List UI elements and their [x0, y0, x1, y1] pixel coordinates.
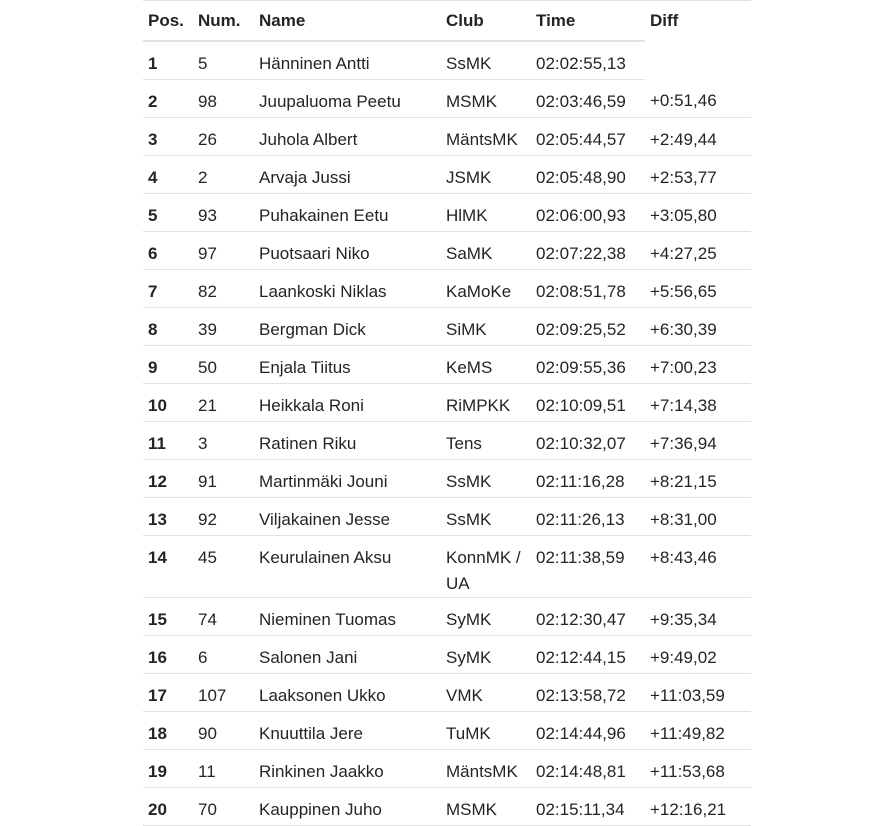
- table-row: [143, 535, 751, 597]
- results-table-body: [143, 41, 751, 826]
- cell-diff: +9:49,02: [645, 635, 751, 673]
- cell-name: Laaksonen Ukko: [254, 673, 441, 711]
- table-row: [143, 117, 751, 155]
- cell-num: 21: [193, 383, 254, 421]
- cell-diff: +0:51,46: [645, 79, 751, 117]
- table-row: [143, 383, 751, 421]
- table-row: [143, 749, 751, 787]
- cell-num: 26: [193, 117, 254, 155]
- cell-diff: +5:56,65: [645, 269, 751, 307]
- cell-time: 02:15:11,34: [531, 787, 645, 825]
- cell-num: 45: [193, 535, 254, 597]
- cell-pos: 3: [143, 117, 193, 155]
- cell-name: Hänninen Antti: [254, 41, 441, 80]
- header-num: Num.: [193, 1, 254, 41]
- cell-name: Salonen Jani: [254, 635, 441, 673]
- cell-club: MSMK: [441, 79, 531, 117]
- cell-num: 92: [193, 497, 254, 535]
- cell-club: JSMK: [441, 155, 531, 193]
- cell-num: 90: [193, 711, 254, 749]
- cell-pos: 15: [143, 597, 193, 635]
- cell-pos: 9: [143, 345, 193, 383]
- table-row: [143, 459, 751, 497]
- cell-time: 02:10:32,07: [531, 421, 645, 459]
- cell-num: 3: [193, 421, 254, 459]
- cell-pos: 14: [143, 535, 193, 597]
- cell-diff: +11:49,82: [645, 711, 751, 749]
- cell-diff: +3:05,80: [645, 193, 751, 231]
- cell-num: 97: [193, 231, 254, 269]
- cell-diff: +8:43,46: [645, 535, 751, 597]
- cell-club: VMK: [441, 673, 531, 711]
- cell-time: 02:03:46,59: [531, 79, 645, 117]
- cell-diff: [645, 41, 751, 80]
- cell-diff: +11:03,59: [645, 673, 751, 711]
- cell-pos: 5: [143, 193, 193, 231]
- cell-pos: 10: [143, 383, 193, 421]
- cell-club: KaMoKe: [441, 269, 531, 307]
- table-row: [143, 231, 751, 269]
- cell-name: Bergman Dick: [254, 307, 441, 345]
- cell-pos: 18: [143, 711, 193, 749]
- cell-name: Viljakainen Jesse: [254, 497, 441, 535]
- table-row: [143, 269, 751, 307]
- cell-name: Ratinen Riku: [254, 421, 441, 459]
- cell-num: 11: [193, 749, 254, 787]
- header-name: Name: [254, 1, 441, 41]
- cell-num: 98: [193, 79, 254, 117]
- cell-club: SiMK: [441, 307, 531, 345]
- cell-pos: 1: [143, 41, 193, 80]
- table-row: [143, 41, 751, 80]
- table-row: [143, 345, 751, 383]
- cell-club: SsMK: [441, 497, 531, 535]
- cell-club: KonnMK / UA: [441, 535, 531, 597]
- cell-name: Nieminen Tuomas: [254, 597, 441, 635]
- cell-name: Kauppinen Juho: [254, 787, 441, 825]
- cell-pos: 17: [143, 673, 193, 711]
- cell-time: 02:13:58,72: [531, 673, 645, 711]
- cell-club: MSMK: [441, 787, 531, 825]
- cell-club: HlMK: [441, 193, 531, 231]
- cell-pos: 20: [143, 787, 193, 825]
- header-club: Club: [441, 1, 531, 41]
- cell-name: Keurulainen Aksu: [254, 535, 441, 597]
- cell-name: Heikkala Roni: [254, 383, 441, 421]
- cell-time: 02:07:22,38: [531, 231, 645, 269]
- cell-diff: +7:14,38: [645, 383, 751, 421]
- cell-name: Enjala Tiitus: [254, 345, 441, 383]
- cell-name: Juupaluoma Peetu: [254, 79, 441, 117]
- cell-time: 02:14:44,96: [531, 711, 645, 749]
- table-row: [143, 673, 751, 711]
- cell-time: 02:11:16,28: [531, 459, 645, 497]
- cell-num: 93: [193, 193, 254, 231]
- cell-diff: +2:49,44: [645, 117, 751, 155]
- cell-diff: +2:53,77: [645, 155, 751, 193]
- cell-name: Puhakainen Eetu: [254, 193, 441, 231]
- table-row: [143, 307, 751, 345]
- table-row: [143, 421, 751, 459]
- table-row: [143, 711, 751, 749]
- cell-club: Tens: [441, 421, 531, 459]
- table-row: [143, 635, 751, 673]
- cell-pos: 7: [143, 269, 193, 307]
- cell-pos: 8: [143, 307, 193, 345]
- cell-club: MäntsMK: [441, 749, 531, 787]
- cell-pos: 13: [143, 497, 193, 535]
- cell-time: 02:14:48,81: [531, 749, 645, 787]
- results-table-container: [143, 0, 751, 826]
- cell-diff: +7:00,23: [645, 345, 751, 383]
- table-row: [143, 193, 751, 231]
- cell-name: Puotsaari Niko: [254, 231, 441, 269]
- cell-diff: +7:36,94: [645, 421, 751, 459]
- cell-num: 5: [193, 41, 254, 80]
- cell-time: 02:05:48,90: [531, 155, 645, 193]
- cell-name: Knuuttila Jere: [254, 711, 441, 749]
- cell-num: 50: [193, 345, 254, 383]
- cell-pos: 2: [143, 79, 193, 117]
- cell-diff: +6:30,39: [645, 307, 751, 345]
- cell-diff: +8:31,00: [645, 497, 751, 535]
- cell-time: 02:09:25,52: [531, 307, 645, 345]
- cell-time: 02:06:00,93: [531, 193, 645, 231]
- cell-club: SyMK: [441, 635, 531, 673]
- cell-club: RiMPKK: [441, 383, 531, 421]
- cell-club: SyMK: [441, 597, 531, 635]
- cell-time: 02:05:44,57: [531, 117, 645, 155]
- cell-name: Juhola Albert: [254, 117, 441, 155]
- table-row: [143, 155, 751, 193]
- cell-num: 74: [193, 597, 254, 635]
- cell-time: 02:10:09,51: [531, 383, 645, 421]
- cell-club: SaMK: [441, 231, 531, 269]
- table-row: [143, 787, 751, 825]
- header-pos: Pos.: [143, 1, 193, 41]
- cell-name: Laankoski Niklas: [254, 269, 441, 307]
- header-diff: Diff: [650, 11, 679, 30]
- cell-pos: 6: [143, 231, 193, 269]
- cell-pos: 16: [143, 635, 193, 673]
- cell-time: 02:11:26,13: [531, 497, 645, 535]
- results-table: [143, 0, 751, 826]
- cell-num: 70: [193, 787, 254, 825]
- cell-club: TuMK: [441, 711, 531, 749]
- cell-time: 02:12:30,47: [531, 597, 645, 635]
- cell-time: 02:12:44,15: [531, 635, 645, 673]
- cell-time: 02:11:38,59: [531, 535, 645, 597]
- cell-pos: 12: [143, 459, 193, 497]
- cell-diff: +12:16,21: [645, 787, 751, 825]
- cell-num: 39: [193, 307, 254, 345]
- cell-diff: +11:53,68: [645, 749, 751, 787]
- results-table-header: [143, 1, 751, 41]
- cell-pos: 11: [143, 421, 193, 459]
- cell-time: 02:08:51,78: [531, 269, 645, 307]
- cell-time: 02:09:55,36: [531, 345, 645, 383]
- cell-num: 2: [193, 155, 254, 193]
- cell-club: MäntsMK: [441, 117, 531, 155]
- cell-pos: 4: [143, 155, 193, 193]
- header-row: [143, 1, 751, 41]
- cell-club: SsMK: [441, 41, 531, 80]
- table-row: [143, 497, 751, 535]
- cell-name: Arvaja Jussi: [254, 155, 441, 193]
- cell-num: 82: [193, 269, 254, 307]
- cell-num: 91: [193, 459, 254, 497]
- cell-num: 107: [193, 673, 254, 711]
- cell-diff: +9:35,34: [645, 597, 751, 635]
- cell-name: Rinkinen Jaakko: [254, 749, 441, 787]
- cell-club: SsMK: [441, 459, 531, 497]
- cell-time: 02:02:55,13: [531, 41, 645, 80]
- header-time: Time: [531, 1, 645, 41]
- table-row: [143, 79, 751, 117]
- table-row: [143, 597, 751, 635]
- cell-diff: +4:27,25: [645, 231, 751, 269]
- cell-diff: +8:21,15: [645, 459, 751, 497]
- cell-num: 6: [193, 635, 254, 673]
- cell-club: KeMS: [441, 345, 531, 383]
- cell-name: Martinmäki Jouni: [254, 459, 441, 497]
- cell-pos: 19: [143, 749, 193, 787]
